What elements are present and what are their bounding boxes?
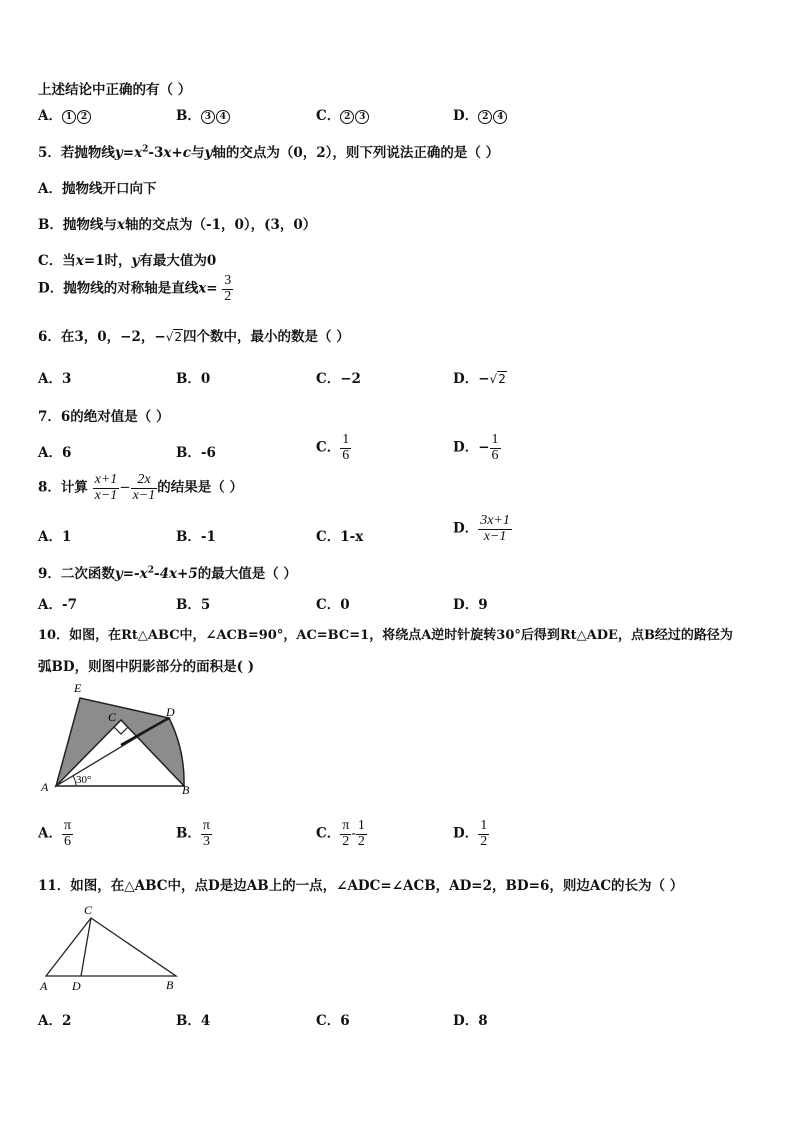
- q10-stem-line2: 弧BD，则图中阴影部分的面积是( ): [38, 659, 255, 675]
- fraction: $\frac{3}{2}$: [224, 273, 232, 304]
- q5-option-c[interactable]: C．当x=1时，y有最大值为0: [38, 253, 217, 269]
- label-c: C: [108, 710, 117, 724]
- q4-option-c[interactable]: C． 2 3: [316, 104, 370, 124]
- q11-option-d[interactable]: D．8: [453, 1013, 488, 1029]
- q10-option-d[interactable]: D． $\frac{1}{2}$: [453, 818, 488, 849]
- circled-number: 3: [355, 110, 369, 124]
- q8-option-b[interactable]: B．-1: [176, 529, 216, 545]
- q7-option-a[interactable]: A．6: [38, 445, 72, 461]
- q8-option-c[interactable]: C．1-x: [316, 529, 364, 545]
- label-d: D: [166, 705, 175, 719]
- q7-option-c[interactable]: C． $\frac{1}{6}$: [316, 432, 350, 463]
- circled-number: 4: [493, 110, 507, 124]
- fraction: $\frac{1}{6}$: [342, 432, 350, 463]
- fraction: $\frac{\pi}{3}$: [202, 818, 210, 849]
- q9-stem: 9．二次函数$y=-x^2-4x+5$的最大值是（ ）: [38, 565, 297, 582]
- triangle-figure: [36, 900, 186, 996]
- q10-option-a[interactable]: A． $\frac{\pi}{6}$: [38, 818, 72, 849]
- q8-option-a[interactable]: A．1: [38, 529, 72, 545]
- q7-option-b[interactable]: B．-6: [176, 445, 216, 461]
- q11-option-c[interactable]: C．6: [316, 1013, 350, 1029]
- circled-number: 2: [340, 110, 354, 124]
- fraction: $\frac{1}{2}$: [357, 818, 365, 849]
- q5-option-b[interactable]: B．抛物线与x轴的交点为（-1，0），(3，0）: [38, 217, 317, 233]
- circled-number: 4: [216, 110, 230, 124]
- circled-number: 3: [201, 110, 215, 124]
- q8-stem: 8．计算 $\frac{x+1}{x-1}$ − $\frac{2x}{x-1}$ 的结果是（ ）: [38, 472, 243, 503]
- fraction: $\frac{2x}{x-1}$: [132, 472, 156, 503]
- q10-option-b[interactable]: B． $\frac{\pi}{3}$: [176, 818, 210, 849]
- q7-option-d[interactable]: D．− $\frac{1}{6}$: [453, 432, 499, 463]
- q6-stem: 6．在3，0，−2，−√2四个数中，最小的数是（ ）: [38, 329, 350, 345]
- q4-stem: 上述结论中正确的有（ ）: [38, 82, 192, 98]
- label-b: B: [182, 783, 190, 797]
- q5-option-a[interactable]: A．抛物线开口向下: [38, 181, 157, 197]
- sqrt-sign: √2: [489, 372, 506, 386]
- circled-number: 2: [478, 110, 492, 124]
- q11-stem: 11．如图，在△ABC中，点D是边AB上的一点，∠ADC=∠ACB，AD=2，BD=6，则边AC的长为（ ）: [38, 878, 684, 894]
- circled-number: 2: [77, 110, 91, 124]
- q9-option-d[interactable]: D．9: [453, 597, 488, 613]
- label-a: A: [40, 979, 48, 993]
- fraction: $\frac{1}{2}$: [480, 818, 488, 849]
- fraction: $\frac{3x+1}{x-1}$: [480, 513, 510, 544]
- circled-number: 1: [62, 110, 76, 124]
- segment-cd: [81, 918, 91, 976]
- fraction: $\frac{\pi}{6}$: [63, 818, 72, 849]
- label-angle: 30°: [76, 774, 92, 786]
- q11-option-b[interactable]: B．4: [176, 1013, 211, 1029]
- label-a: A: [41, 780, 49, 794]
- q6-option-b[interactable]: B．0: [176, 371, 211, 387]
- q4-option-a[interactable]: A． 1 2: [38, 104, 92, 124]
- label-d: D: [72, 979, 81, 993]
- q6-option-d[interactable]: D．−√2: [453, 371, 506, 387]
- q4-option-b[interactable]: B． 3 4: [176, 104, 231, 124]
- q5-stem: 5．若抛物线$y=x^2-3x+c$与y轴的交点为（0，2），则下列说法正确的是（ ）: [38, 144, 500, 161]
- rotation-figure: [36, 680, 206, 800]
- fraction: $\frac{x+1}{x-1}$: [94, 472, 118, 503]
- q9-option-a[interactable]: A．-7: [38, 597, 77, 613]
- q7-stem: 7．6的绝对值是（ ）: [38, 409, 170, 425]
- q9-option-c[interactable]: C．0: [316, 597, 350, 613]
- label-c: C: [84, 903, 93, 917]
- q9-option-b[interactable]: B．5: [176, 597, 211, 613]
- label-e: E: [74, 681, 82, 695]
- fraction: $\frac{1}{6}$: [491, 432, 499, 463]
- q8-option-d[interactable]: D． $\frac{3x+1}{x-1}$: [453, 513, 510, 544]
- label-b: B: [166, 978, 174, 992]
- q11-option-a[interactable]: A．2: [38, 1013, 72, 1029]
- q6-option-c[interactable]: C．−2: [316, 371, 361, 387]
- q4-option-d[interactable]: D． 2 4: [453, 104, 508, 124]
- sqrt-sign: √2: [165, 330, 182, 344]
- q10-option-c[interactable]: C． $\frac{\pi}{2}$ - $\frac{1}{2}$: [316, 818, 365, 849]
- q5-option-d[interactable]: D．抛物线的对称轴是直线x= $\frac{3}{2}$: [38, 273, 232, 304]
- q6-option-a[interactable]: A．3: [38, 371, 72, 387]
- q10-stem-line1: 10．如图，在Rt△ABC中，∠ACB=90°，AC=BC=1，将绕点A逆时针旋转30°后得到Rt△ADE，点B经过的路径为: [38, 628, 733, 643]
- triangle-abc: [46, 918, 176, 976]
- fraction: $\frac{\pi}{2}$: [342, 818, 350, 849]
